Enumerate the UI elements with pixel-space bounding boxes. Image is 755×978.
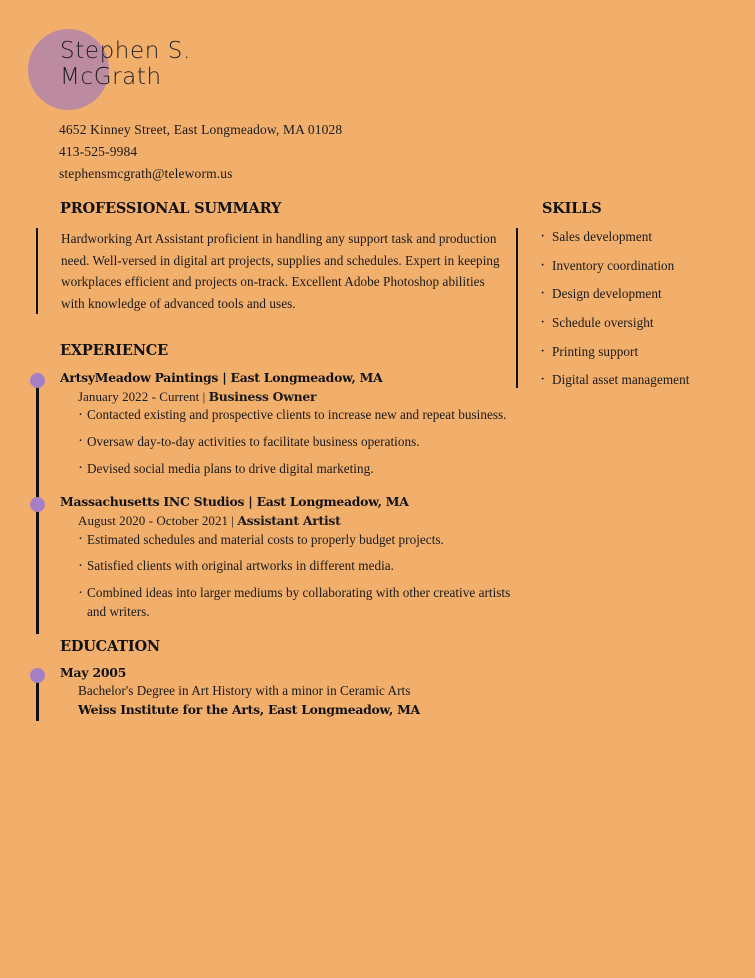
experience-bullets [60, 531, 520, 622]
timeline-dot-icon [30, 373, 45, 388]
summary-block [36, 228, 516, 314]
skills-list [540, 228, 755, 388]
timeline-dot-icon [30, 497, 45, 512]
contact-address: 4652 Kinney Street, East Longmeadow, MA 01028 [59, 122, 343, 137]
list-item: · Contacted existing and prospective clients to increase new and repeat business. [78, 406, 520, 425]
summary-text: Hardworking Art Assistant proficient in handling any support task and production need. Well-versed in digital art projects, supplies and schedules. Expert in keeping workplaces efficient and projects on-track. Excellent Adobe Photoshop abilities with knowledge of advanced tools and uses. [61, 231, 500, 311]
list-item: · Devised social media plans to drive digital marketing. [78, 460, 520, 479]
education-date: May 2005 [60, 665, 127, 680]
list-item: · Estimated schedules and material costs to properly budget projects. [78, 531, 520, 550]
education-school: Weiss Institute for the Arts, East Longmeadow, MA [78, 701, 420, 717]
education-entry [36, 665, 520, 718]
experience-dates: January 2022 - Current | [78, 388, 209, 404]
section-heading-summary: PROFESSIONAL SUMMARY [60, 200, 282, 217]
experience-timeline [36, 370, 520, 622]
list-item: · Inventory coordination [540, 257, 755, 274]
name-line-first: Stephen S. [60, 38, 191, 64]
education-timeline [36, 665, 520, 718]
contact-info [59, 119, 342, 185]
experience-dates-role [78, 388, 520, 406]
list-item: · Design development [540, 285, 755, 302]
experience-dates-role [78, 512, 520, 530]
experience-role: Business Owner [208, 388, 317, 404]
list-item: · Sales development [540, 228, 755, 245]
experience-bullets [60, 406, 520, 478]
candidate-name [60, 38, 191, 91]
experience-company: Massachusetts INC Studios | East Longmeadow, MA [60, 494, 409, 510]
timeline-dot-icon [30, 668, 45, 683]
experience-entry [36, 494, 520, 621]
experience-dates: August 2020 - October 2021 | [78, 512, 238, 528]
list-item: · Digital asset management [540, 371, 755, 388]
experience-entry [36, 370, 520, 478]
list-item: · Printing support [540, 343, 755, 360]
section-heading-education: EDUCATION [60, 638, 160, 655]
education-degree: Bachelor's Degree in Art History with a minor in Ceramic Arts [78, 683, 411, 698]
skills-block [516, 228, 755, 388]
section-heading-experience: EXPERIENCE [60, 342, 168, 359]
experience-role: Assistant Artist [237, 512, 341, 528]
name-line-last: McGrath [60, 64, 162, 91]
contact-email: stephensmcgrath@teleworm.us [59, 165, 233, 181]
section-heading-skills: SKILLS [542, 200, 602, 217]
list-item: · Satisfied clients with original artworks in different media. [78, 557, 520, 576]
contact-phone: 413-525-9984 [59, 143, 138, 159]
list-item: · Schedule oversight [540, 314, 755, 331]
resume-header [0, 0, 755, 185]
experience-company: ArtsyMeadow Paintings | East Longmeadow, MA [60, 370, 383, 385]
list-item: · Combined ideas into larger mediums by collaborating with other creative artists and writers. [78, 584, 520, 621]
list-item: · Oversaw day-to-day activities to facilitate business operations. [78, 433, 520, 452]
